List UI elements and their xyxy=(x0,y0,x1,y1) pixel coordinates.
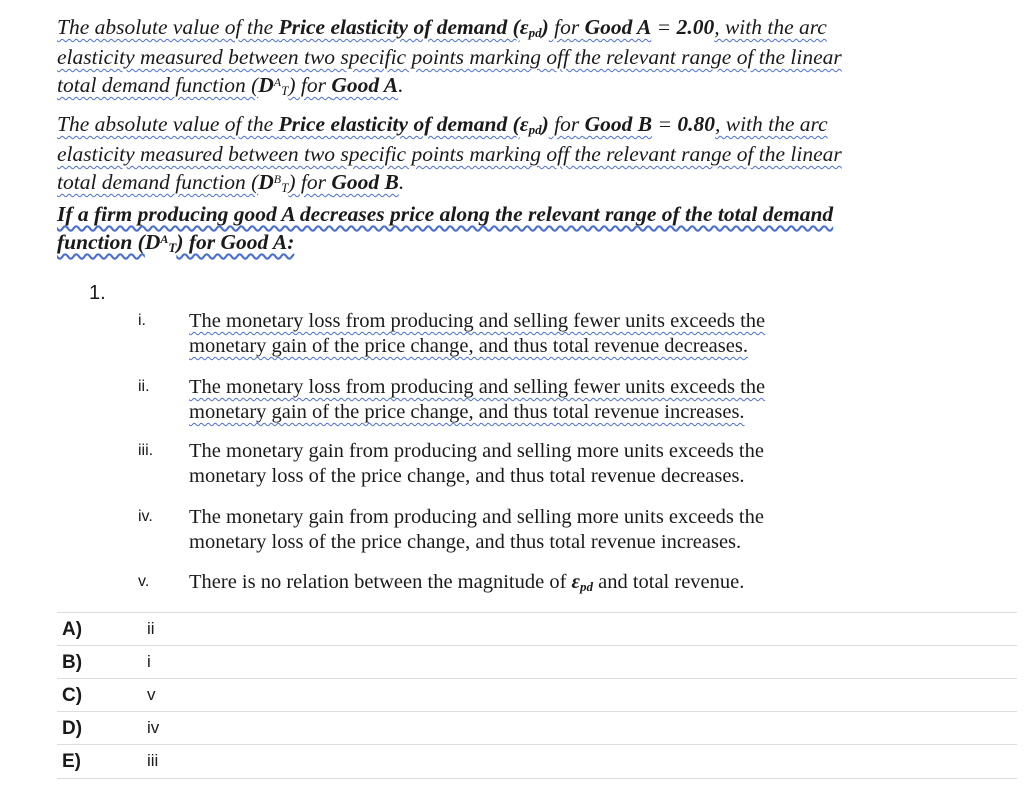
option-numeral: i. xyxy=(138,312,146,329)
answer-choice-a[interactable] xyxy=(57,612,1017,646)
p2-d-letter: D xyxy=(258,170,274,194)
option-v-text-after: and total revenue. xyxy=(592,571,745,593)
answer-value: iv xyxy=(147,718,160,737)
option-v-epsilon: ε xyxy=(571,571,580,593)
p1-good: Good A xyxy=(584,15,652,39)
p2-equals: = xyxy=(652,112,678,136)
option-text: The monetary loss from producing and selling fewer units exceeds the monetary gain of the price change, and thus total revenue decreases. xyxy=(189,310,766,357)
p1-text-1: The absolute value of the xyxy=(57,15,279,39)
answer-letter: B) xyxy=(62,652,83,673)
p1-text-for: for xyxy=(548,15,585,39)
answer-letter: A) xyxy=(62,619,83,640)
p1-epsilon: ε xyxy=(519,15,529,39)
option-numeral: iii. xyxy=(138,442,154,459)
option-numeral: ii. xyxy=(138,378,150,395)
p1-period: . xyxy=(398,73,404,97)
p2-close-paren: ) xyxy=(541,112,549,136)
option-text: The monetary gain from producing and selling more units exceeds the monetary loss of the price change, and thus total revenue increases. xyxy=(189,506,764,553)
p2-period: . xyxy=(398,170,405,194)
answer-choice-d[interactable] xyxy=(57,711,1017,745)
p2-superscript: B xyxy=(273,172,282,186)
answer-choice-b[interactable] xyxy=(57,645,1017,679)
p1-superscript: A xyxy=(273,75,282,89)
p2-text-4: ) for xyxy=(288,170,332,194)
p3-text-2: ) for Good A: xyxy=(176,230,295,254)
intro-paragraph-good-a xyxy=(57,15,877,103)
answer-choice-e[interactable] xyxy=(57,744,1017,779)
p2-text-3: , with the arc elasticity measured between two specific points marking off the relevant range of the linear total demand function ( xyxy=(57,112,842,194)
option-text: The monetary gain from producing and selling more units exceeds the monetary loss of the price change, and thus total revenue decreases. xyxy=(189,440,764,487)
answer-value: i xyxy=(147,652,151,671)
question-number: 1. xyxy=(89,282,106,304)
answer-letter: E) xyxy=(62,751,81,772)
p2-good-2: Good B xyxy=(331,170,399,194)
p1-subscript-2: T xyxy=(281,83,289,98)
p1-subscript: pd xyxy=(528,25,542,40)
p1-d-letter: D xyxy=(258,73,274,97)
p1-value: 2.00 xyxy=(676,15,715,39)
intro-paragraph-good-b xyxy=(57,112,877,200)
p3-text-1: If a firm producing good A decreases price along the relevant range of the total demand function ( xyxy=(57,202,834,254)
p3-d-letter: D xyxy=(144,230,161,254)
answer-letter: D) xyxy=(62,718,83,739)
answer-value: iii xyxy=(147,751,159,770)
answer-choice-c[interactable] xyxy=(57,678,1017,712)
answer-value: ii xyxy=(147,619,155,638)
answer-value: v xyxy=(147,685,156,704)
p1-equals: = xyxy=(651,15,677,39)
p2-text-for: for xyxy=(548,112,585,136)
answer-letter: C) xyxy=(62,685,83,706)
p2-subscript: pd xyxy=(528,122,542,137)
p2-value: 0.80 xyxy=(677,112,715,136)
p2-text-1: The absolute value of the xyxy=(57,112,279,136)
option-v-text-before: There is no relation between the magnitude of xyxy=(189,571,572,593)
p2-good: Good B xyxy=(584,112,653,136)
p2-text-2: Price elasticity of demand ( xyxy=(278,112,520,136)
p2-subscript-2: T xyxy=(281,180,289,195)
p1-good-2: Good A xyxy=(331,73,399,97)
option-v-subscript: pd xyxy=(579,579,593,594)
p3-subscript: T xyxy=(168,240,177,255)
p1-text-2: Price elasticity of demand ( xyxy=(278,15,520,39)
option-numeral: v. xyxy=(138,573,150,590)
option-numeral: iv. xyxy=(138,508,153,525)
question-stem xyxy=(57,202,877,260)
p1-text-3: , with the arc elasticity measured between two specific points marking off the relevant range of the linear total demand function ( xyxy=(57,15,842,97)
p1-close-paren: ) xyxy=(541,15,549,39)
p2-epsilon: ε xyxy=(519,112,529,136)
option-text xyxy=(189,570,829,599)
option-text: The monetary loss from producing and selling fewer units exceeds the monetary gain of the price change, and thus total revenue increases. xyxy=(189,376,766,423)
p1-text-4: ) for xyxy=(288,73,332,97)
p3-superscript: A xyxy=(160,232,169,246)
